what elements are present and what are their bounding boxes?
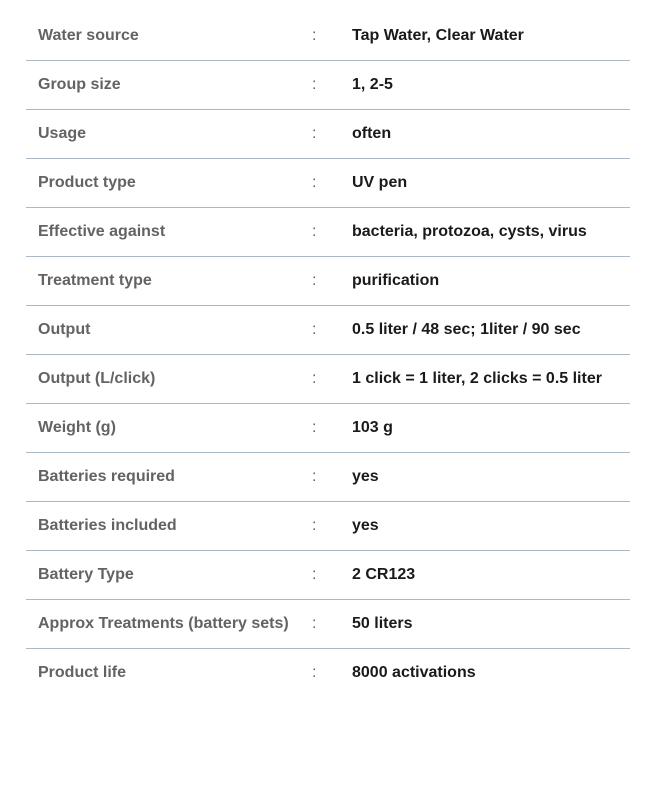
spec-table [26,12,630,697]
spec-value: 0.5 liter / 48 sec; 1liter / 90 sec [352,321,581,338]
spec-separator: : [312,566,317,583]
spec-row-product-type [26,159,630,208]
spec-value: purification [352,272,440,289]
spec-value: 1 click = 1 liter, 2 clicks = 0.5 liter [352,370,602,387]
spec-separator: : [312,321,317,338]
spec-value: bacteria, protozoa, cysts, virus [352,223,587,240]
spec-row-group-size [26,61,630,110]
spec-label: Battery Type [38,566,134,583]
spec-label: Product life [38,664,127,681]
spec-label: Weight (g) [38,419,116,436]
spec-label: Batteries included [38,517,177,534]
spec-label: Effective against [38,223,166,240]
spec-label: Batteries required [38,468,175,485]
spec-label: Output (L/click) [38,370,156,387]
spec-value: UV pen [352,174,408,191]
spec-row-battery-type [26,551,630,600]
spec-value: 8000 activations [352,664,476,681]
spec-value: 50 liters [352,615,413,632]
spec-row-usage [26,110,630,159]
spec-value: 1, 2-5 [352,76,393,93]
spec-row-approx-treatments [26,600,630,649]
spec-value: yes [352,468,379,485]
spec-row-weight [26,404,630,453]
spec-value: 2 CR123 [352,566,416,583]
spec-label: Treatment type [38,272,152,289]
spec-separator: : [312,223,317,240]
spec-separator: : [312,664,317,681]
spec-separator: : [312,76,317,93]
spec-separator: : [312,468,317,485]
spec-separator: : [312,517,317,534]
spec-row-water-source [26,12,630,61]
spec-separator: : [312,125,317,142]
spec-label: Group size [38,76,121,93]
spec-value: yes [352,517,379,534]
spec-value: Tap Water, Clear Water [352,27,524,44]
spec-row-effective-against [26,208,630,257]
spec-separator: : [312,615,317,632]
spec-row-output [26,306,630,355]
spec-row-treatment-type [26,257,630,306]
spec-separator: : [312,27,317,44]
spec-separator: : [312,419,317,436]
spec-label: Usage [38,125,87,142]
spec-row-batteries-included [26,502,630,551]
spec-row-output-per-click [26,355,630,404]
spec-separator: : [312,174,317,191]
spec-separator: : [312,272,317,289]
spec-value: often [352,125,392,142]
spec-label: Water source [38,27,139,44]
spec-label: Product type [38,174,136,191]
spec-label: Approx Treatments (battery sets) [38,615,289,632]
spec-value: 103 g [352,419,393,436]
spec-label: Output [38,321,91,338]
spec-row-product-life [26,649,630,697]
spec-separator: : [312,370,317,387]
spec-row-batteries-required [26,453,630,502]
